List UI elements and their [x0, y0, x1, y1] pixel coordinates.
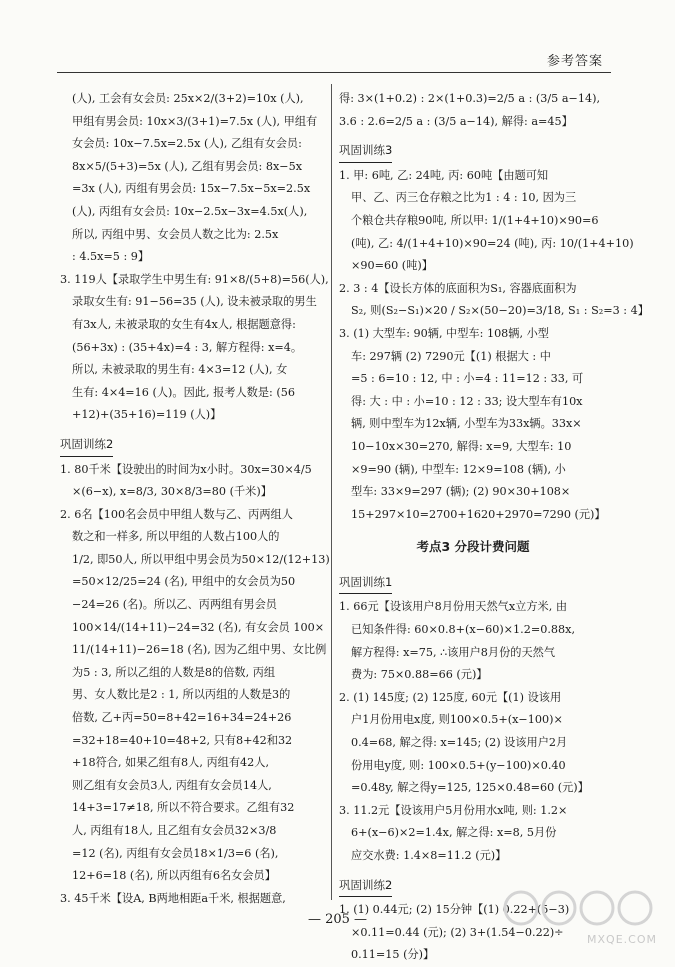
right-text-line: 1. 甲: 6吨, 乙: 24吨, 丙: 60吨【由题可知	[339, 168, 549, 182]
section-heading: 巩固训练1	[339, 571, 392, 595]
left-text-line: 8x×5/(5+3)=5x (人), 乙组有男会员: 8x−5x	[72, 159, 303, 173]
right-text-line: 户1月份用电x度, 则100×0.5+(x−100)×	[351, 713, 563, 727]
left-text-line: 3. 45千米【设A, B两地相距a千米, 根据题意,	[60, 891, 286, 905]
header-rule	[57, 72, 611, 73]
left-text-line: 有3x人, 未被录取的女生有4x人, 根据题意得:	[72, 317, 296, 331]
header-title: 参考答案	[546, 54, 603, 69]
left-text-line: 1. 80千米【设驶出的时间为x小时。30x=30×4/5	[60, 462, 312, 476]
section-heading-row	[339, 565, 607, 597]
left-text-line: −24=26 (名)。所以乙、丙两组有男会员	[72, 598, 277, 612]
left-text-line: =12 (名), 丙组有女会员18×1/3=6 (名),	[72, 846, 279, 860]
section-heading: 巩固训练2	[339, 874, 392, 898]
right-text-line: 个粮仓共存粮90吨, 所以甲: 1/(1+4+10)×90=6	[351, 213, 599, 227]
right-text-line: ×9=90 (辆), 中型车: 12×9=108 (辆), 小	[351, 462, 566, 476]
left-text-line: 生有: 4×4=16 (人)。因此, 报考人数是: (56	[72, 385, 295, 399]
right-text-line: 得: 大 : 中 : 小=10 : 12 : 33; 设大型车有10x	[351, 394, 583, 408]
left-text-line: =32+18=40+10=48+2, 只有8+42和32	[72, 733, 293, 747]
left-text-line: 数之和一样多, 所以甲组的人数占100人的	[72, 530, 280, 544]
right-text-line: 2. (1) 145度; (2) 125度, 60元【(1) 设该用	[339, 690, 562, 704]
right-text-line: 6+(x−6)×2=1.4x, 解之得: x=8, 5月份	[351, 826, 557, 840]
left-text-line: 3. 119人【录取学生中男生有: 91×8/(5+8)=56(人),	[60, 272, 329, 286]
left-text-line: 11/(14+11)−26=18 (名), 因为乙组中男、女比例	[72, 643, 327, 657]
left-text-line: (人), 工会有女会员: 25x×2/(3+2)=10x (人),	[72, 92, 304, 105]
section-heading: 巩固训练3	[339, 139, 392, 163]
section-heading-row	[60, 427, 326, 459]
left-text-line: =50×12/25=24 (名), 甲组中的女会员为50	[72, 575, 296, 589]
right-text-line: 15+297×10=2700+1620+2970=7290 (元)】	[351, 507, 606, 521]
section-heading-row	[339, 133, 607, 165]
right-text-line: 得: 3×(1+0.2) : 2×(1+0.3)=2/5 a : (3/5 a−14),	[339, 92, 601, 105]
right-text-line: 解方程得: x=75, ∴该用户8月份的天然气	[351, 645, 556, 659]
left-text-line: +18符合, 如果乙组有8人, 丙组有42人,	[72, 756, 269, 770]
left-text-line: 2. 6名【100名会员中甲组人数与乙、丙两组人	[60, 507, 293, 521]
right-text-line: 2. 3 : 4【设长方体的底面积为S₁, 容器底面积为	[339, 281, 577, 295]
left-text-line: =3x (人), 丙组有男会员: 15x−7.5x−5x=2.5x	[72, 182, 311, 196]
left-text-line: 100×14/(14+11)−24=32 (名), 有女会员 100×	[72, 620, 325, 634]
section-heading: 巩固训练2	[60, 433, 113, 457]
left-text-line: ×(6−x), x=8/3, 30×8/3=80 (千米)】	[72, 485, 272, 499]
right-text-line: 1. 66元【设该用户8月份用天然气x立方米, 由	[339, 600, 568, 614]
right-text-line: 10−10x×30=270, 解得: x=9, 大型车: 10	[351, 439, 572, 453]
left-text-line: (人), 丙组有女会员: 10x−2.5x−3x=4.5x(人),	[72, 204, 308, 218]
right-text-line: =5 : 6=10 : 12, 中 : 小=4 : 11=12 : 33, 可	[351, 372, 584, 386]
right-text-line: 3.6 : 2.6=2/5 a : (3/5 a−14), 解得: a=45】	[339, 114, 573, 128]
left-text-line: 女会员: 10x−7.5x=2.5x (人), 乙组有女会员:	[72, 137, 302, 151]
right-text-line: 应交水费: 1.4×8=11.2 (元)】	[351, 849, 507, 862]
right-text-line: 0.11=15 (分)】	[351, 948, 435, 962]
left-text-line: 14+3=17≠18, 所以不符合要求。乙组有32	[72, 801, 295, 815]
left-text-line: 则乙组有女会员3人, 丙组有女会员14人,	[72, 778, 272, 792]
left-text-line: 男、女人数比是2 : 1, 所以丙组的人数是3的	[72, 688, 291, 702]
left-text-line: +12)+(35+16)=119 (人)】	[72, 408, 222, 422]
left-column	[60, 88, 330, 910]
right-text-line: ×0.11=0.44 (元); (2) 3+(1.54−0.22)÷	[351, 925, 564, 939]
left-text-line: 人, 丙组有18人, 且乙组有女会员32×3/8	[72, 824, 277, 837]
left-text-line: 所以, 未被录取的男生有: 4×3=12 (人), 女	[72, 363, 288, 377]
right-text-line: 0.4=68, 解之得: x=145; (2) 设该用户2月	[351, 736, 568, 750]
right-text-line: 车: 297辆 (2) 7290元【(1) 根据大 : 中	[351, 349, 551, 363]
right-text-line: 3. 11.2元【设该用户5月份用水x吨, 则: 1.2×	[339, 803, 568, 817]
right-text-line: 3. (1) 大型车: 90辆, 中型车: 108辆, 小型	[339, 326, 549, 340]
left-text-line: 录取女生有: 91−56=35 (人), 设未被录取的男生	[72, 295, 317, 309]
right-text-line: (吨), 乙: 4/(1+4+10)×90=24 (吨), 丙: 10/(1+4+10)	[351, 236, 634, 250]
right-text-line: 甲、乙、丙三仓存粮之比为1 : 4 : 10, 因为三	[351, 191, 577, 205]
left-text-line: 甲组有男会员: 10x×3/(3+1)=7.5x (人), 甲组有	[72, 114, 318, 128]
left-text-line: 为5 : 3, 所以乙组的人数是8的倍数, 丙组	[72, 665, 276, 679]
right-text-line: 费为: 75×0.88=66 (元)】	[351, 668, 488, 682]
right-text-line: 份用电y度, 则: 100×0.5+(y−100)×0.40	[351, 758, 566, 772]
column-divider	[331, 84, 332, 900]
page-number: — 205 —	[307, 912, 368, 927]
right-text-line: 辆, 则中型车为12x辆, 小型车为33x辆。33x×	[351, 417, 582, 431]
left-text-line: 12+6=18 (名), 所以丙组有6名女会员】	[72, 869, 276, 883]
topic-heading: 考点3 分段计费问题	[416, 539, 530, 555]
right-text-line: 已知条件得: 60×0.8+(x−60)×1.2=0.88x,	[351, 623, 576, 637]
right-text-line: S₂, 则(S₂−S₁)×20 / S₂×(50−20)=3/18, S₁ : S₂=3 : 4】	[351, 304, 649, 318]
left-text-line: : 4.5x=5 : 9】	[72, 250, 150, 264]
right-text-line: ×90=60 (吨)】	[351, 259, 433, 273]
left-text-line: 所以, 丙组中男、女会员人数之比为: 2.5x	[72, 227, 279, 241]
left-text-line: (56+3x) : (35+4x)=4 : 3, 解方程得: x=4。	[72, 340, 303, 354]
left-text-line: 倍数, 乙+丙=50=8+42=16+34=24+26	[72, 711, 292, 725]
right-text-line: 型车: 33×9=297 (辆); (2) 90×30+108×	[351, 485, 571, 499]
right-text-line: 1. (1) 0.44元; (2) 15分钟【(1) 0.22+(5−3)	[339, 903, 570, 917]
left-text-line: 1/2, 即50人, 所以甲组中男会员为50×12/(12+13)	[72, 552, 330, 566]
watermark-text: MXQE.COM	[587, 933, 657, 946]
right-text-line: =0.48y, 解之得y=125, 125×0.48=60 (元)】	[351, 781, 589, 795]
